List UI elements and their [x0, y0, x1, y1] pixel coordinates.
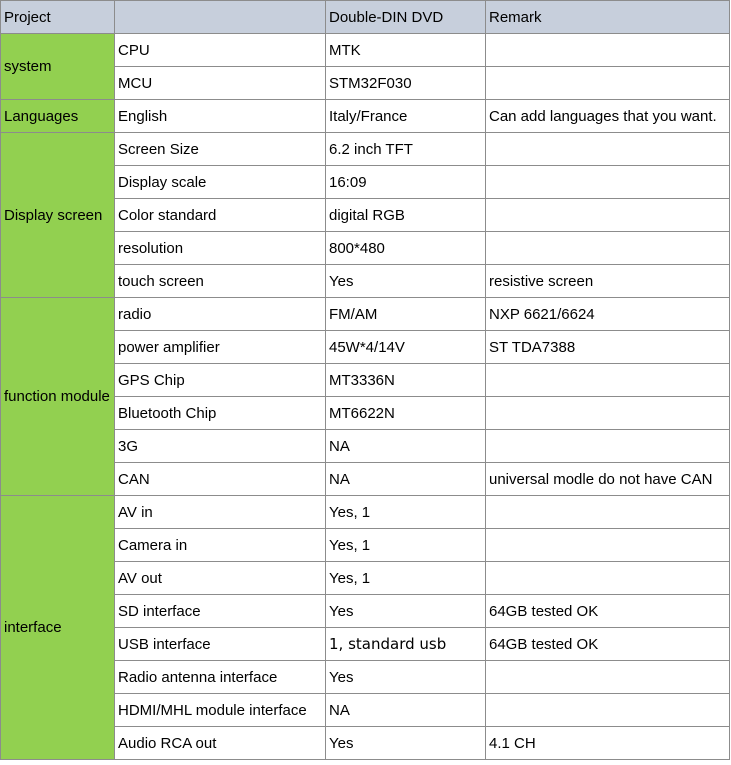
remark-cell	[486, 364, 730, 397]
remark-cell	[486, 67, 730, 100]
item-cell: 3G	[115, 430, 326, 463]
remark-cell	[486, 496, 730, 529]
value-cell: Italy/France	[326, 100, 486, 133]
value-cell: Yes	[326, 661, 486, 694]
item-cell: touch screen	[115, 265, 326, 298]
value-cell: Yes	[326, 265, 486, 298]
value-cell: 16:09	[326, 166, 486, 199]
value-cell: 800*480	[326, 232, 486, 265]
value-cell: digital RGB	[326, 199, 486, 232]
remark-cell	[486, 562, 730, 595]
item-cell: Display scale	[115, 166, 326, 199]
value-cell: NA	[326, 694, 486, 727]
item-cell: Audio RCA out	[115, 727, 326, 760]
value-cell: MT6622N	[326, 397, 486, 430]
group-languages: Languages	[1, 100, 115, 133]
value-cell: NA	[326, 430, 486, 463]
remark-cell: NXP 6621/6624	[486, 298, 730, 331]
remark-cell	[486, 199, 730, 232]
item-cell: Color standard	[115, 199, 326, 232]
value-cell: MT3336N	[326, 364, 486, 397]
item-cell: AV out	[115, 562, 326, 595]
group-system: system	[1, 34, 115, 100]
value-cell: Yes	[326, 727, 486, 760]
value-cell: NA	[326, 463, 486, 496]
group-display-screen: Display screen	[1, 133, 115, 298]
value-cell: Yes, 1	[326, 496, 486, 529]
item-cell: Screen Size	[115, 133, 326, 166]
remark-cell	[486, 166, 730, 199]
item-cell: English	[115, 100, 326, 133]
item-cell: AV in	[115, 496, 326, 529]
table-row	[1, 100, 730, 133]
item-cell: resolution	[115, 232, 326, 265]
value-cell: MTK	[326, 34, 486, 67]
remark-cell	[486, 529, 730, 562]
remark-cell	[486, 694, 730, 727]
item-cell: USB interface	[115, 628, 326, 661]
header-project: Project	[1, 1, 115, 34]
item-cell: Camera in	[115, 529, 326, 562]
table-row	[1, 298, 730, 331]
item-cell: Radio antenna interface	[115, 661, 326, 694]
remark-cell: resistive screen	[486, 265, 730, 298]
remark-cell: universal modle do not have CAN	[486, 463, 730, 496]
table-row	[1, 496, 730, 529]
item-cell: CAN	[115, 463, 326, 496]
remark-cell: 64GB tested OK	[486, 595, 730, 628]
value-cell: 1, standard usb	[326, 628, 486, 661]
value-cell: 45W*4/14V	[326, 331, 486, 364]
item-cell: CPU	[115, 34, 326, 67]
value-cell: 6.2 inch TFT	[326, 133, 486, 166]
item-cell: SD interface	[115, 595, 326, 628]
group-interface: interface	[1, 496, 115, 760]
remark-cell	[486, 133, 730, 166]
remark-cell	[486, 397, 730, 430]
remark-cell	[486, 661, 730, 694]
value-cell: STM32F030	[326, 67, 486, 100]
item-cell: MCU	[115, 67, 326, 100]
item-cell: HDMI/MHL module interface	[115, 694, 326, 727]
value-cell: FM/AM	[326, 298, 486, 331]
remark-cell: ST TDA7388	[486, 331, 730, 364]
item-cell: Bluetooth Chip	[115, 397, 326, 430]
header-product: Double-DIN DVD	[326, 1, 486, 34]
spec-table-body	[1, 1, 730, 760]
table-header-row	[1, 1, 730, 34]
value-cell: Yes, 1	[326, 529, 486, 562]
header-item	[115, 1, 326, 34]
table-row	[1, 34, 730, 67]
remark-cell: Can add languages that you want.	[486, 100, 730, 133]
item-cell: power amplifier	[115, 331, 326, 364]
remark-cell	[486, 34, 730, 67]
item-cell: GPS Chip	[115, 364, 326, 397]
remark-cell	[486, 430, 730, 463]
table-row	[1, 133, 730, 166]
group-function-module: function module	[1, 298, 115, 496]
remark-cell: 4.1 CH	[486, 727, 730, 760]
remark-cell: 64GB tested OK	[486, 628, 730, 661]
item-cell: radio	[115, 298, 326, 331]
value-cell: Yes	[326, 595, 486, 628]
header-remark: Remark	[486, 1, 730, 34]
value-cell: Yes, 1	[326, 562, 486, 595]
remark-cell	[486, 232, 730, 265]
